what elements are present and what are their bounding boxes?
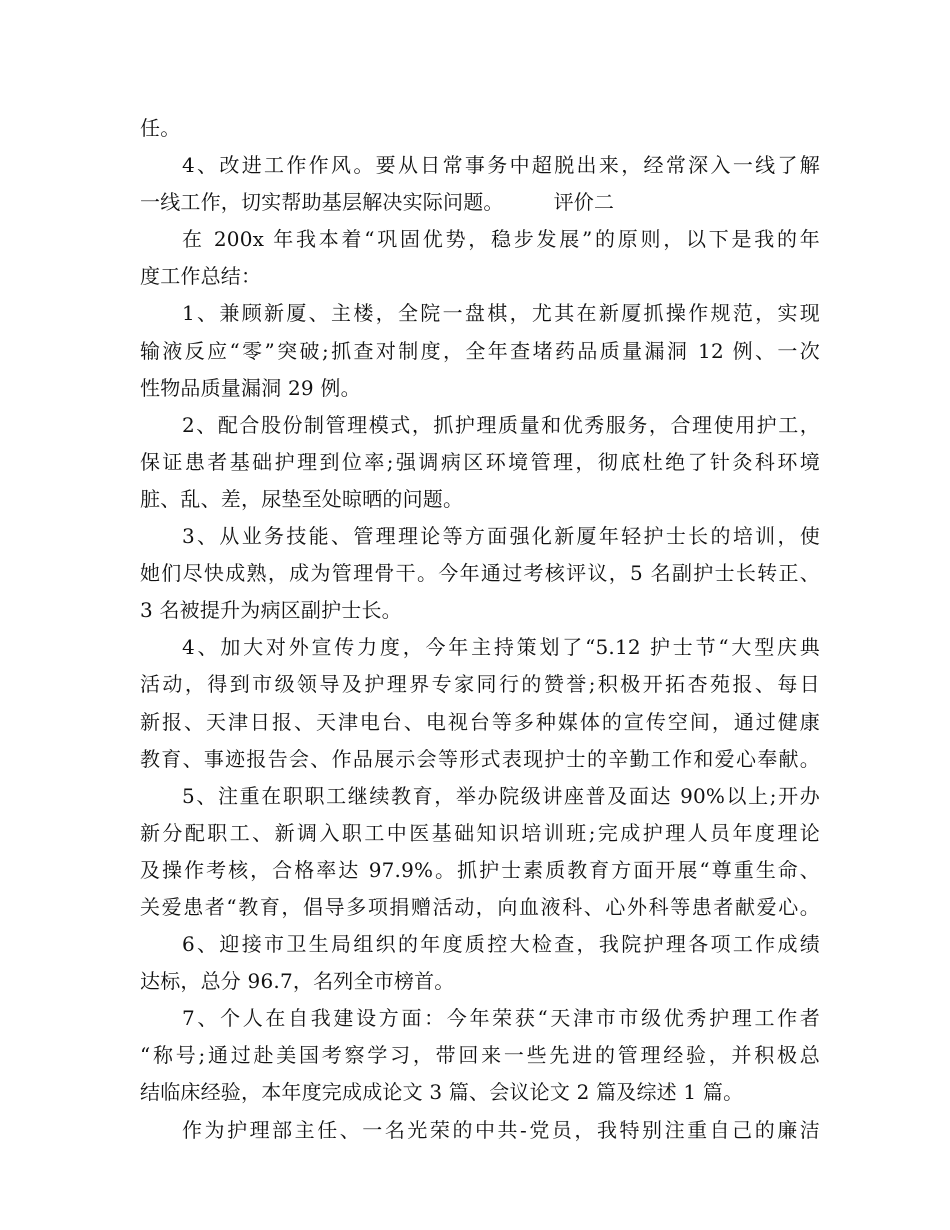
text-line: 及操作考核，合格率达 97.9%。抓护士素质教育方面开展“尊重生命、 [140, 857, 820, 882]
text-line: 达标，总分 96.7，名列全市榜首。 [140, 969, 455, 994]
text-line: 度工作总结： [140, 264, 262, 289]
text-line: 教育、事迹报告会、作品展示会等形式表现护士的辛勤工作和爱心奉献。 [140, 746, 820, 771]
text-line: “称号;通过赴美国考察学习，带回来一些先进的管理经验，并积极总 [140, 1043, 820, 1068]
text-line: 4、改进工作作风。要从日常事务中超脱出来，经常深入一线了解 [182, 153, 820, 178]
text-line: 活动，得到市级领导及护理界专家同行的赞誉;积极开拓杏苑报、每日 [140, 672, 820, 697]
text-line: 她们尽快成熟，成为管理骨干。今年通过考核评议，5 名副护士长转正、 [140, 561, 820, 586]
document-body [140, 110, 820, 1149]
text-line: 3、从业务技能、管理理论等方面强化新厦年轻护士长的培训，使 [182, 524, 820, 549]
text-line: 2、配合股份制管理模式，抓护理质量和优秀服务，合理使用护工， [182, 412, 820, 437]
text-segment: 一线工作，切实帮助基层解决实际问题。 [140, 190, 504, 215]
text-line: 7、个人在自我建设方面：今年荣获“天津市市级优秀护理工作者 [182, 1006, 820, 1031]
text-line: 新报、天津日报、天津电台、电视台等多种媒体的宣传空间，通过健康 [140, 709, 820, 734]
text-line: 在 200x 年我本着“巩固优势，稳步发展”的原则，以下是我的年 [182, 227, 820, 252]
text-line: 任。 [140, 116, 181, 140]
text-line: 关爱患者“教育，倡导多项捐赠活动，向血液科、心外科等患者献爱心。 [140, 894, 820, 919]
text-line: 5、注重在职职工继续教育，举办院级讲座普及面达 90%以上;开办 [182, 783, 820, 808]
text-line: 脏、乱、差，尿垫至处晾晒的问题。 [140, 486, 464, 511]
text-line: 结临床经验，本年度完成成论文 3 篇、会议论文 2 篇及综述 1 篇。 [140, 1080, 744, 1105]
section-heading: 评价二 [553, 190, 615, 215]
text-line: 输液反应“零”突破;抓查对制度，全年查堵药品质量漏洞 12 例、一次 [140, 338, 820, 363]
text-line: 3 名被提升为病区副护士长。 [140, 598, 402, 623]
text-line: 6、迎接市卫生局组织的年度质控大检查，我院护理各项工作成绩 [182, 932, 820, 957]
text-line: 新分配职工、新调入职工中医基础知识培训班;完成护理人员年度理论 [140, 820, 820, 845]
text-line: 1、兼顾新厦、主楼，全院一盘棋，尤其在新厦抓操作规范，实现 [182, 301, 820, 326]
text-line: 性物品质量漏洞 29 例。 [140, 375, 361, 400]
text-line: 作为护理部主任、一名光荣的中共-党员，我特别注重自己的廉洁 [182, 1117, 820, 1142]
text-line: 4、加大对外宣传力度，今年主持策划了“5.12 护士节“大型庆典 [182, 635, 820, 660]
text-line [140, 184, 820, 221]
text-line: 保证患者基础护理到位率;强调病区环境管理，彻底杜绝了针灸科环境 [140, 449, 820, 474]
